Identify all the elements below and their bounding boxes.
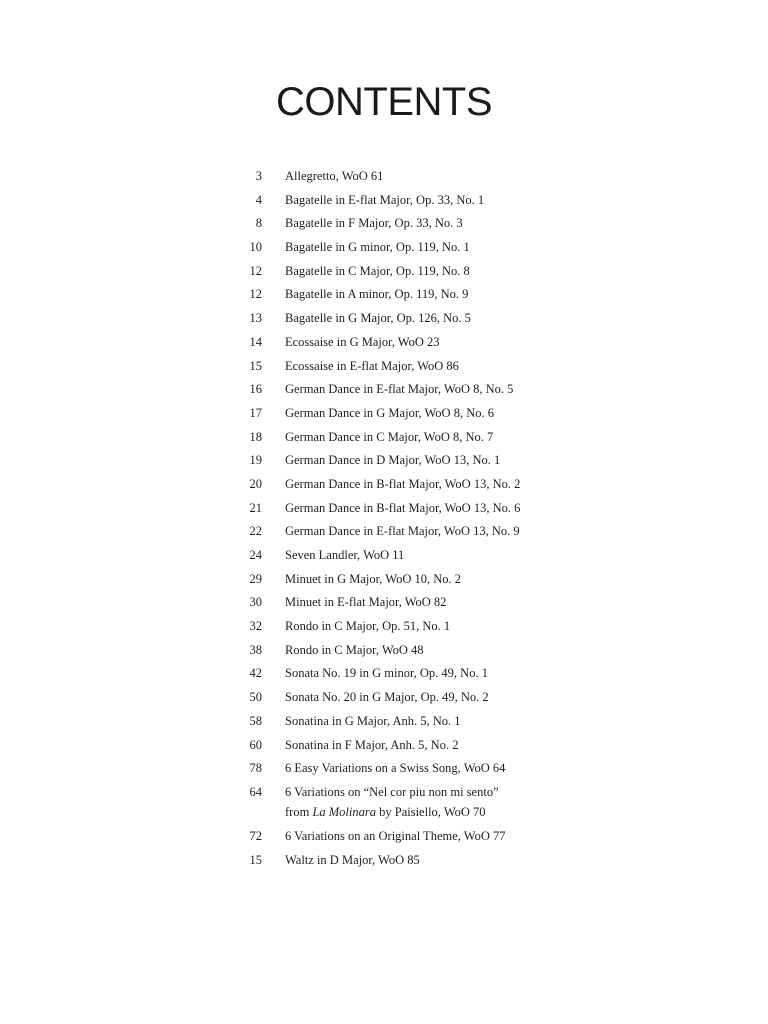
toc-title: German Dance in G Major, WoO 8, No. 6 bbox=[285, 405, 494, 420]
toc-page-number: 8 bbox=[255, 216, 262, 231]
toc-entry bbox=[0, 640, 768, 664]
toc-entry bbox=[0, 166, 768, 190]
toc-entry bbox=[0, 261, 768, 285]
toc-title: Minuet in E-flat Major, WoO 82 bbox=[285, 595, 447, 610]
toc-entry bbox=[0, 356, 768, 380]
toc-entry bbox=[0, 850, 768, 874]
toc-entry bbox=[0, 379, 768, 403]
toc-entry bbox=[0, 403, 768, 427]
toc-title: Sonata No. 19 in G minor, Op. 49, No. 1 bbox=[285, 666, 488, 681]
toc-entry bbox=[0, 711, 768, 735]
toc-entry bbox=[0, 782, 768, 826]
toc-title-line-2 bbox=[285, 802, 499, 822]
toc-title: Allegretto, WoO 61 bbox=[285, 169, 384, 183]
toc-title: Bagatelle in G minor, Op. 119, No. 1 bbox=[285, 240, 470, 255]
toc-title: 6 Easy Variations on a Swiss Song, WoO 64 bbox=[285, 761, 506, 776]
toc-title: Bagatelle in C Major, Op. 119, No. 8 bbox=[285, 263, 470, 278]
toc-page-number: 12 bbox=[249, 287, 262, 302]
toc-title: Sonatina in G Major, Anh. 5, No. 1 bbox=[285, 713, 461, 728]
toc-entry bbox=[0, 213, 768, 237]
toc-entry bbox=[0, 237, 768, 261]
toc-entry bbox=[0, 592, 768, 616]
table-of-contents bbox=[0, 166, 768, 873]
toc-entry bbox=[0, 569, 768, 593]
page-title: CONTENTS bbox=[276, 80, 492, 124]
toc-title: German Dance in D Major, WoO 13, No. 1 bbox=[285, 453, 501, 468]
toc-page-number: 17 bbox=[249, 405, 262, 420]
toc-title: 6 Variations on an Original Theme, WoO 77 bbox=[285, 828, 506, 843]
toc-page-number: 38 bbox=[249, 642, 262, 657]
toc-title-prefix: from bbox=[285, 804, 313, 819]
toc-entry bbox=[0, 663, 768, 687]
toc-page-number: 42 bbox=[249, 666, 262, 681]
toc-title: Rondo in C Major, WoO 48 bbox=[285, 642, 424, 657]
toc-page-number: 24 bbox=[249, 548, 262, 562]
toc-title-italic-work: La Molinara bbox=[312, 804, 376, 819]
toc-page-number: 32 bbox=[249, 619, 262, 634]
toc-page-number: 29 bbox=[249, 571, 262, 586]
toc-title: Bagatelle in G Major, Op. 126, No. 5 bbox=[285, 311, 471, 326]
toc-page-number: 22 bbox=[249, 524, 262, 539]
toc-page-number: 15 bbox=[249, 358, 262, 373]
toc-title-line-1: 6 Variations on “Nel cor piu non mi sento” bbox=[285, 784, 499, 799]
toc-title: German Dance in B-flat Major, WoO 13, No. 6 bbox=[285, 500, 521, 515]
toc-title: Ecossaise in E-flat Major, WoO 86 bbox=[285, 358, 459, 373]
toc-page-number: 20 bbox=[249, 476, 262, 491]
toc-entry bbox=[0, 450, 768, 474]
toc-title: Seven Landler, WoO 11 bbox=[285, 548, 405, 562]
toc-entry bbox=[0, 284, 768, 308]
toc-entry bbox=[0, 498, 768, 522]
toc-page-number: 21 bbox=[249, 500, 262, 515]
toc-title: Bagatelle in F Major, Op. 33, No. 3 bbox=[285, 216, 463, 231]
toc-title: Ecossaise in G Major, WoO 23 bbox=[285, 334, 440, 349]
toc-entry bbox=[0, 687, 768, 711]
toc-page-number: 16 bbox=[249, 382, 262, 397]
toc-title: Minuet in G Major, WoO 10, No. 2 bbox=[285, 571, 462, 586]
toc-page-number: 58 bbox=[249, 713, 262, 728]
toc-entry bbox=[0, 735, 768, 759]
toc-entry bbox=[0, 474, 768, 498]
toc-title: Sonata No. 20 in G Major, Op. 49, No. 2 bbox=[285, 690, 489, 705]
toc-entry bbox=[0, 308, 768, 332]
toc-entry bbox=[0, 521, 768, 545]
toc-title bbox=[285, 782, 499, 822]
toc-entry bbox=[0, 826, 768, 850]
toc-title: German Dance in E-flat Major, WoO 8, No. 5 bbox=[285, 382, 514, 397]
toc-entry bbox=[0, 545, 768, 569]
toc-title: German Dance in B-flat Major, WoO 13, No. 2 bbox=[285, 476, 521, 491]
toc-page-number: 30 bbox=[249, 595, 262, 610]
toc-page-number: 10 bbox=[249, 240, 262, 255]
toc-title: Sonatina in F Major, Anh. 5, No. 2 bbox=[285, 737, 459, 752]
toc-page-number: 13 bbox=[249, 311, 262, 326]
toc-page-number: 60 bbox=[249, 737, 262, 752]
toc-page-number: 18 bbox=[249, 429, 262, 444]
toc-page-number: 4 bbox=[255, 192, 262, 207]
toc-title: Rondo in C Major, Op. 51, No. 1 bbox=[285, 619, 451, 634]
toc-page-number: 72 bbox=[249, 828, 262, 843]
toc-entry bbox=[0, 332, 768, 356]
toc-entry bbox=[0, 190, 768, 214]
toc-title-suffix: by Paisiello, WoO 70 bbox=[376, 804, 486, 819]
toc-title: German Dance in E-flat Major, WoO 13, No. 9 bbox=[285, 524, 520, 539]
toc-entry bbox=[0, 616, 768, 640]
toc-entry bbox=[0, 427, 768, 451]
toc-entry bbox=[0, 758, 768, 782]
toc-page-number: 14 bbox=[249, 334, 262, 349]
toc-page-number: 19 bbox=[249, 453, 262, 468]
toc-page-number: 78 bbox=[249, 761, 262, 776]
toc-page-number: 12 bbox=[249, 263, 262, 278]
toc-title: Bagatelle in A minor, Op. 119, No. 9 bbox=[285, 287, 469, 302]
toc-page-number: 64 bbox=[249, 784, 262, 799]
toc-title: German Dance in C Major, WoO 8, No. 7 bbox=[285, 429, 494, 444]
toc-title: Waltz in D Major, WoO 85 bbox=[285, 852, 420, 867]
toc-title: Bagatelle in E-flat Major, Op. 33, No. 1 bbox=[285, 192, 485, 207]
toc-page-number: 15 bbox=[249, 852, 262, 867]
toc-page-number: 3 bbox=[255, 169, 262, 183]
toc-page-number: 50 bbox=[249, 690, 262, 705]
